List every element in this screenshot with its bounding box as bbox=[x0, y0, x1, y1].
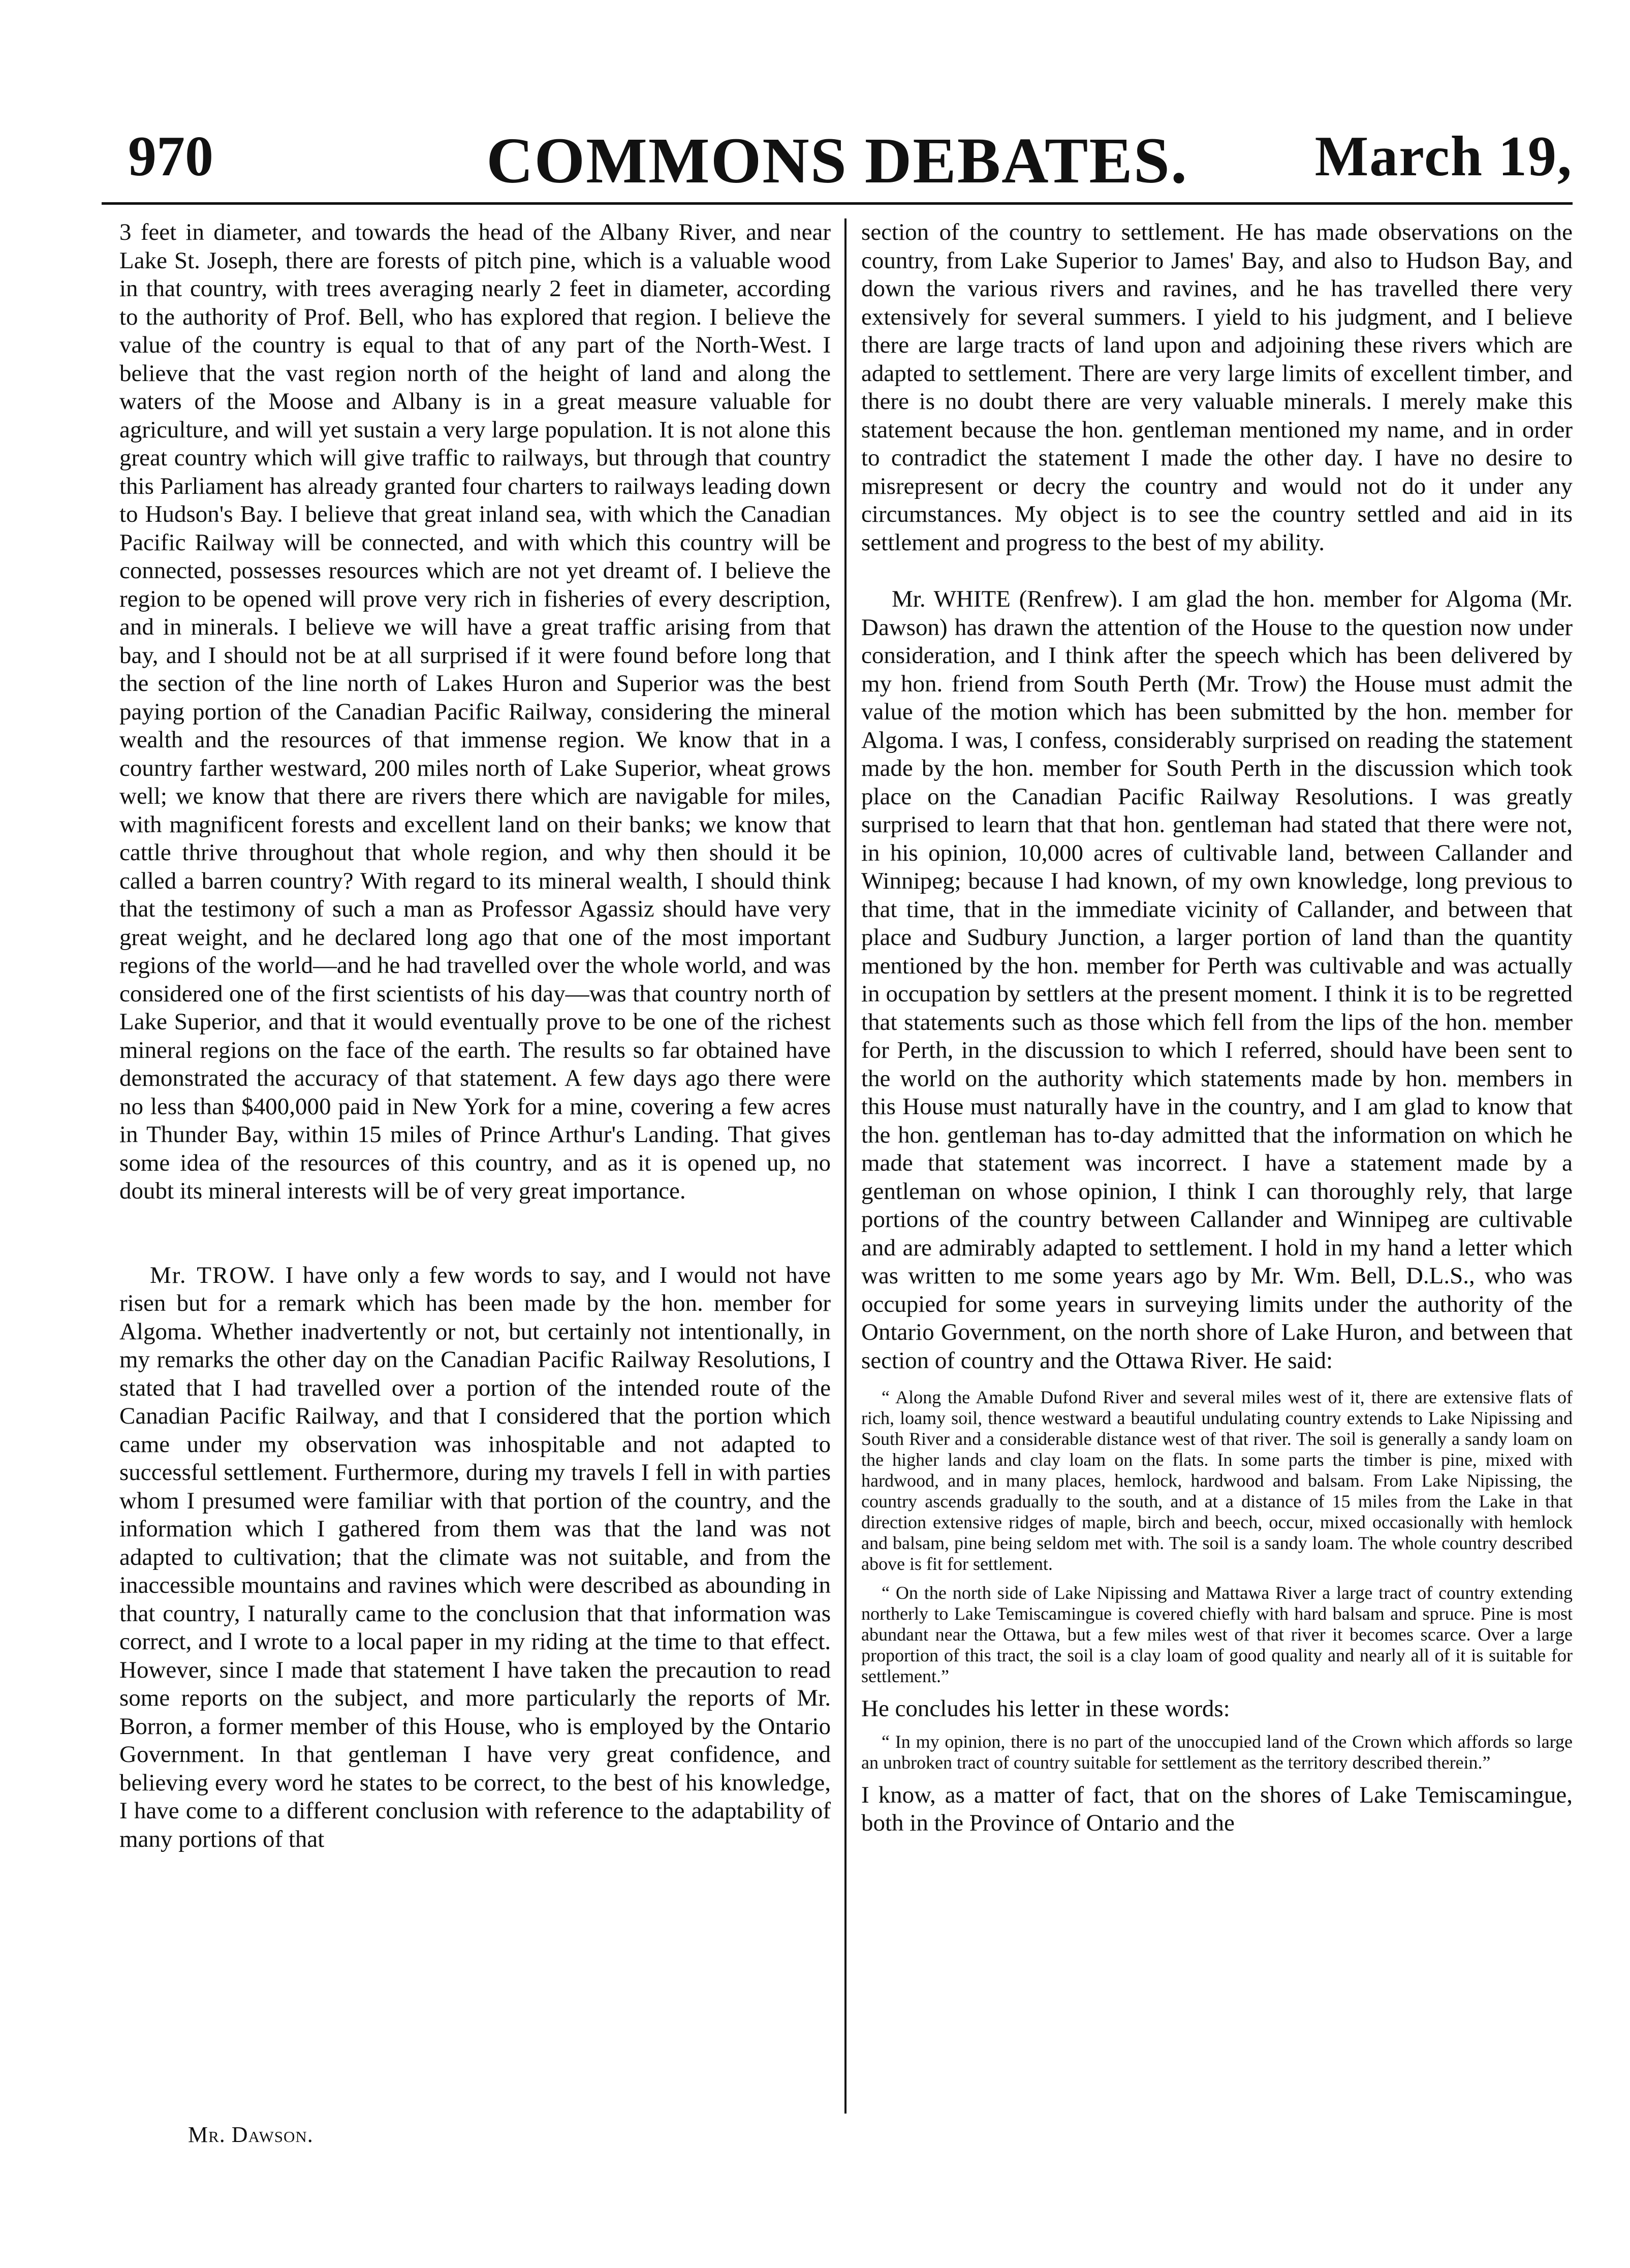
block-quote: “ Along the Amable Dufond River and several miles west of it, there are extensive flats of rich, loamy soil, thence westward a beautiful undulating country extends to Lake Nipissing and South River and a considerable distance west of that river. The soil is generally a sandy loam on the higher lands and clay loam on the flats. In some parts the timber is pine, mixed with hardwood, and in many places, hemlock, hardwood and balsam. From Lake Nipissing, the country ascends gradually to the south, and at a distance of 15 miles from the Lake in that direction extensive ridges of maple, birch and beech, occur, mixed occasionally with hemlock and balsam, pine being seldom met with. The soil is a sandy loam. The whole country described above is fit for settlement. bbox=[861, 1387, 1573, 1574]
left-column bbox=[119, 218, 831, 2114]
page-date: March 19, bbox=[1314, 125, 1573, 188]
speech-text: I have only a few words to say, and I would not have risen but for a remark which has been made by the hon. member for Algoma. Whether inadvertently or not, but certainly not intentionally, in my remarks the other day on the Canadian Pacific Railway Resolutions, I stated that I had travelled over a portion of the intended route of the Canadian Pacific Railway, and that I considered that the portion which came under my observation was inhospitable and not adapted to successful settlement. Furthermore, during my travels I fell in with parties whom I presumed were familiar with that portion of the country, and the information which I gathered from them was that the land was not adapted to cultivation; that the climate was not suitable, and from the inaccessible mountains and ravines which were described as abounding in that country, I naturally came to the conclusion that that information was correct, and I wrote to a local paper in my riding at the time to that effect. However, since I made that statement I have taken the precaution to read some reports on the subject, and more particularly the reports of Mr. Borron, a former member of this House, who is employed by the Ontario Government. In that gentleman I have very great confidence, and believing every word he states to be correct, to the best of his knowledge, I have come to a different conclusion with reference to the adaptability of many portions of that bbox=[119, 1262, 831, 1852]
speaker-name: Mr. WHITE (Renfrew). bbox=[892, 586, 1123, 612]
paragraph: I know, as a matter of fact, that on the shores of Lake Temiscamingue, both in the Province of Ontario and the bbox=[861, 1781, 1573, 1836]
speech-text: I am glad the hon. member for Algoma (Mr. Dawson) has drawn the attention of the House to the question now under consideration, and I think after the speech which has been delivered by my hon. friend from South Perth (Mr. Trow) the House must admit the value of the motion which has been submitted by the hon. member for Algoma. I was, I confess, considerably surprised on reading the statement made by the hon. member for South Perth in the discussion which took place on the Canadian Pacific Railway Resolutions. I was greatly surprised to learn that that hon. gentleman had stated that there were not, in his opinion, 10,000 acres of cultivable land, between Callander and Winnipeg; because I had known, of my own knowledge, long previous to that time, that in the immediate vicinity of Callander, and between that place and Sudbury Junction, a larger portion of land than the quantity mentioned by the hon. member for Perth was cultivable and was actually in occupation by settlers at the present moment. I think it is to be regretted that statements such as those which fell from the lips of the hon. member for Perth, in the discussion to which I referred, should have been sent to the world on the authority which statements made by hon. members in this House must naturally have in the country, and I am glad to know that the hon. gentleman has to-day admitted that the information on which he made that statement was incorrect. I have a statement made by a gentleman on whose opinion, I think I can thoroughly rely, that large portions of the country between Callander and Winnipeg are cultivable and are admirably adapted to settlement. I hold in my hand a letter which was written to me some years ago by Mr. Wm. Bell, D.L.S., who was occupied for some years in surveying limits under the authority of the Ontario Government, on the north shore of Lake Huron, and between that section of country and the Ottawa River. He said: bbox=[861, 586, 1573, 1374]
paragraph: 3 feet in diameter, and towards the head of the Albany River, and near Lake St. Joseph, there are forests of pitch pine, which is a valuable wood in that country, with trees averaging nearly 2 feet in diameter, according to the authority of Prof. Bell, who has explored that region. I believe the value of the country is equal to that of any part of the North-West. I believe that the vast region north of the height of land and along the waters of the Moose and Albany is in a great measure valuable for agriculture, and will yet sustain a very large population. It is not alone this great country which will give traffic to railways, but through that country this Parliament has already granted four charters to railways leading down to Hudson's Bay. I believe that great inland sea, with which the Canadian Pacific Railway will be connected, and with which this country will be connected, possesses resources which are not yet dreamt of. I believe the region to be opened will prove very rich in fisheries of every description, and in minerals. I believe we will have a great traffic arising from that bay, and I should not be at all surprised if it were found before long that the section of the line north of Lakes Huron and Superior was the best paying portion of the Canadian Pacific Railway, considering the mineral wealth and the resources of that immense region. We know that in a country farther westward, 200 miles north of Lake Superior, wheat grows well; we know that there are rivers there which are navigable for miles, with magnificent forests and excellent land on their banks; we know that cattle thrive throughout that whole region, and why then should it be called a barren country? With regard to its mineral wealth, I should think that the testimony of such a man as Professor Agassiz should have very great weight, and he declared long ago that one of the most important regions of the world—and he had travelled over the whole world, and was considered one of the first scientists of his day—was that country north of Lake Superior, and that it would eventually prove to be one of the richest mineral regions on the face of the earth. The results so far obtained have demonstrated the accuracy of that statement. A few days ago there were no less than $400,000 paid in New York for a mine, covering a few acres in Thunder Bay, within 15 miles of Prince Arthur's Landing. That gives some idea of the resources of this country, and as it is opened up, no doubt its mineral interests will be of very great importance. bbox=[119, 219, 831, 1204]
right-column bbox=[861, 218, 1573, 2114]
paragraph: section of the country to settlement. He has made observations on the country, from Lake Superior to James' Bay, and also to Hudson Bay, and down the various rivers and ravines, and he has travelled there very extensively for several summers. I yield to his judgment, and I believe there are large tracts of land upon and adjoining these rivers which are adapted to settlement. There are very large limits of excellent timber, and there is no doubt there are very valuable minerals. I merely make this statement because the hon. gentleman mentioned my name, and in order to contradict the statement I made the other day. I have no desire to misrepresent or decry the country and would not do it under any circumstances. My object is to see the country settled and aid in its settlement and progress to the best of my ability. bbox=[861, 219, 1573, 556]
paragraph bbox=[861, 585, 1573, 1375]
block-quote: “ In my opinion, there is no part of the unoccupied land of the Crown which affords so large an unbroken tract of country suitable for settlement as the territory described therein.” bbox=[861, 1731, 1573, 1773]
block-quote: “ On the north side of Lake Nipissing and Mattawa River a large tract of country extending northerly to Lake Temiscamingue is covered chiefly with hard balsam and spruce. Pine is most abundant near the Ottawa, but a few miles west of that river it becomes scarce. Over a large proportion of this tract, the soil is a clay loam of good quality and nearly all of it is suitable for settlement.” bbox=[861, 1583, 1573, 1686]
column-divider bbox=[844, 218, 847, 2114]
speaker-name: Mr. TROW. bbox=[150, 1262, 276, 1288]
page-header bbox=[102, 85, 1573, 205]
page-number: 970 bbox=[128, 125, 213, 188]
paragraph bbox=[119, 1262, 831, 1854]
publication-title: COMMONS DEBATES. bbox=[486, 124, 1188, 197]
running-footer-name: Mr. Dawson. bbox=[188, 2122, 314, 2147]
paragraph: He concludes his letter in these words: bbox=[861, 1695, 1230, 1722]
